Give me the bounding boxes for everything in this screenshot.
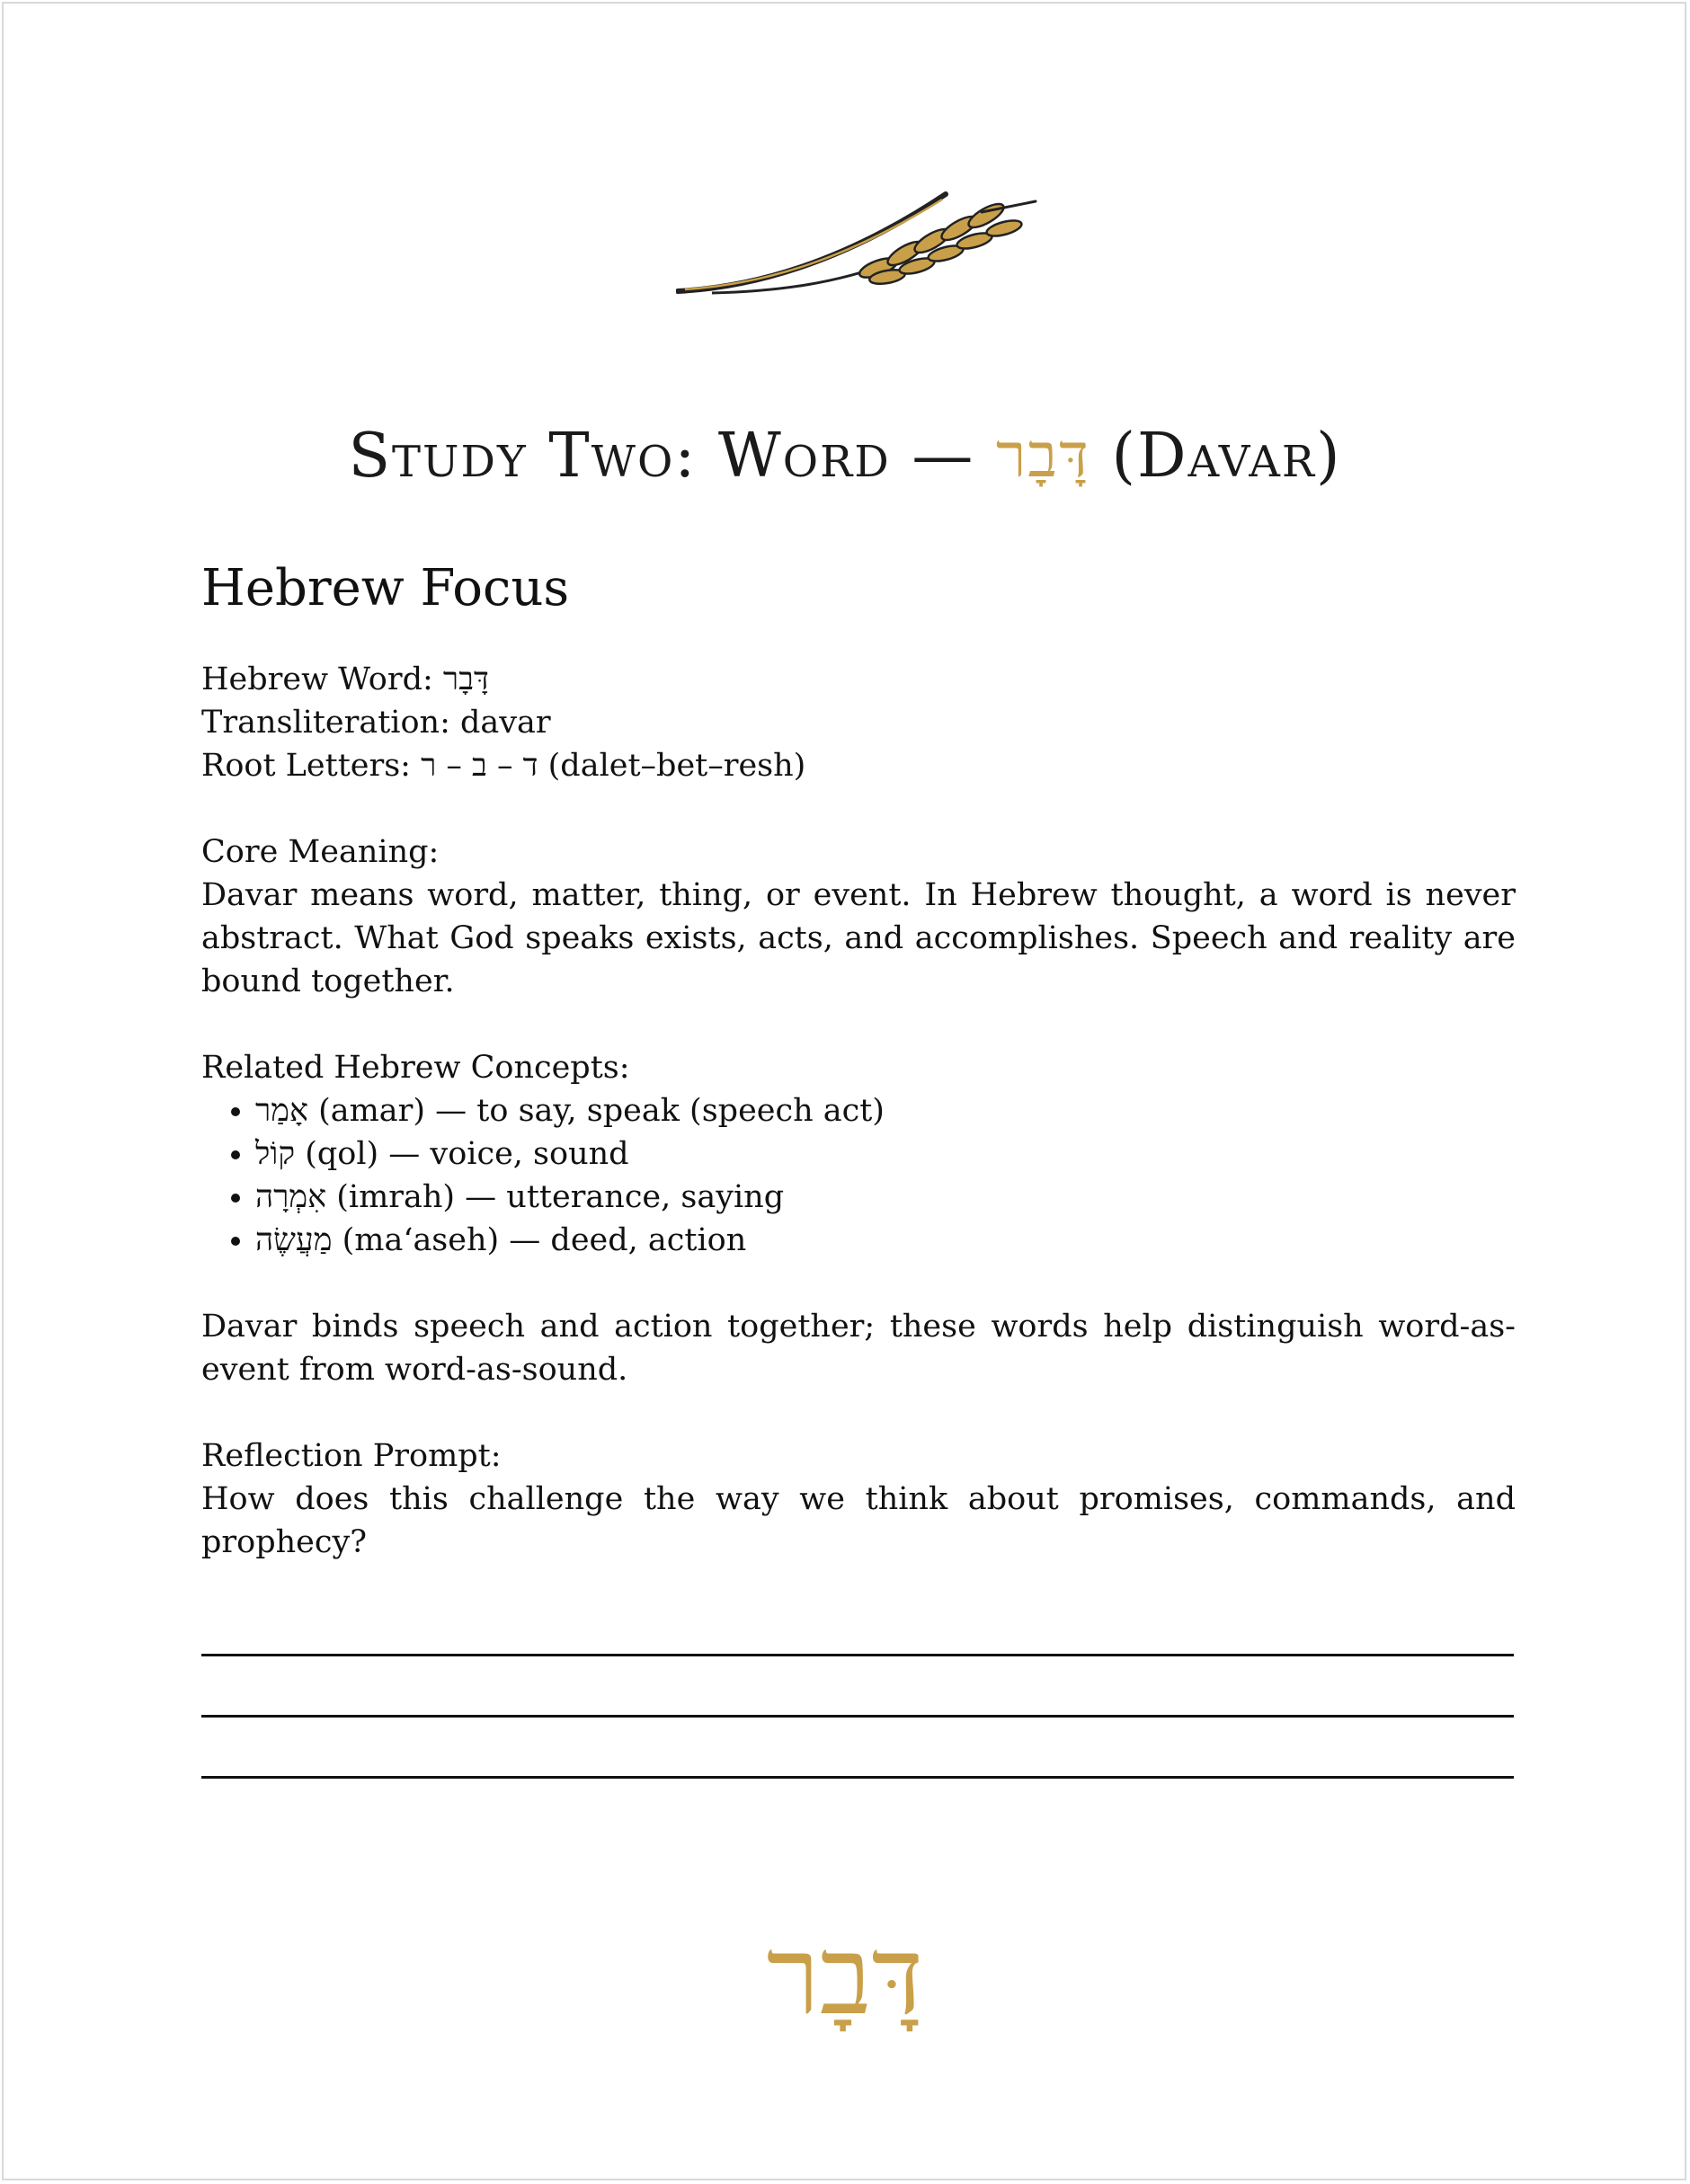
writing-line[interactable] [201,1654,1514,1656]
title-suffix: (Davar) [1111,421,1342,492]
writing-lines [201,1654,1514,1837]
main-content [201,557,1516,1564]
concept-hebrew: קוֹל [255,1136,296,1172]
footer-hebrew-word: דָּבָר [766,1914,924,2039]
writing-line[interactable] [201,1776,1514,1779]
title-prefix: Study Two: Word — [348,421,975,492]
transliteration-line [201,701,1516,744]
reflection-text: How does this challenge the way we think about promises, commands, and prophecy? [201,1481,1516,1560]
concept-gloss: (imrah) — utterance, saying [336,1179,785,1215]
concept-hebrew: אָמַר [255,1093,308,1129]
wheat-stalk-icon [676,176,1045,302]
hebrew-word-line [201,658,1516,701]
list-item [255,1176,1516,1219]
section-heading: Hebrew Focus [201,559,570,617]
writing-line[interactable] [201,1715,1514,1718]
concept-gloss: (qol) — voice, sound [305,1136,629,1172]
transliteration-label: Transliteration: [201,705,450,741]
core-meaning-text: Davar means word, matter, thing, or event. In Hebrew thought, a word is never abstract. What God speaks exists, acts, and accomplishes. Speech and reality are bound together. [201,877,1516,999]
spacer [201,787,1516,830]
hebrew-word-value: דָּבָר [442,661,489,697]
concept-gloss: (amar) — to say, speak (speech act) [318,1093,885,1129]
root-letters-label: Root Letters: [201,748,411,784]
root-letters-line [201,744,1516,787]
title-hebrew-word: דָּבָר [995,421,1090,492]
root-letters-names: (dalet–bet–resh) [547,748,806,784]
spacer [201,1003,1516,1046]
spacer [201,1391,1516,1434]
summary-text: Davar binds speech and action together; these words help distinguish word-as-event from word-as-sound. [201,1309,1516,1388]
list-item [255,1219,1516,1262]
related-concepts-list [201,1089,1516,1262]
core-meaning-label: Core Meaning: [201,834,440,870]
related-concepts-label: Related Hebrew Concepts: [201,1050,630,1086]
reflection-label: Reflection Prompt: [201,1438,502,1474]
list-item [255,1132,1516,1176]
transliteration-value: davar [460,705,551,741]
page-title [0,421,1690,492]
hebrew-word-label: Hebrew Word: [201,661,433,697]
list-item [255,1089,1516,1132]
root-letters-value: ד – ב – ר [421,748,538,784]
concept-hebrew: אִמְרָה [255,1179,327,1215]
spacer [201,1262,1516,1305]
concept-hebrew: מַעֲשֶׂה [255,1222,333,1258]
concept-gloss: (ma‘aseh) — deed, action [342,1222,747,1258]
